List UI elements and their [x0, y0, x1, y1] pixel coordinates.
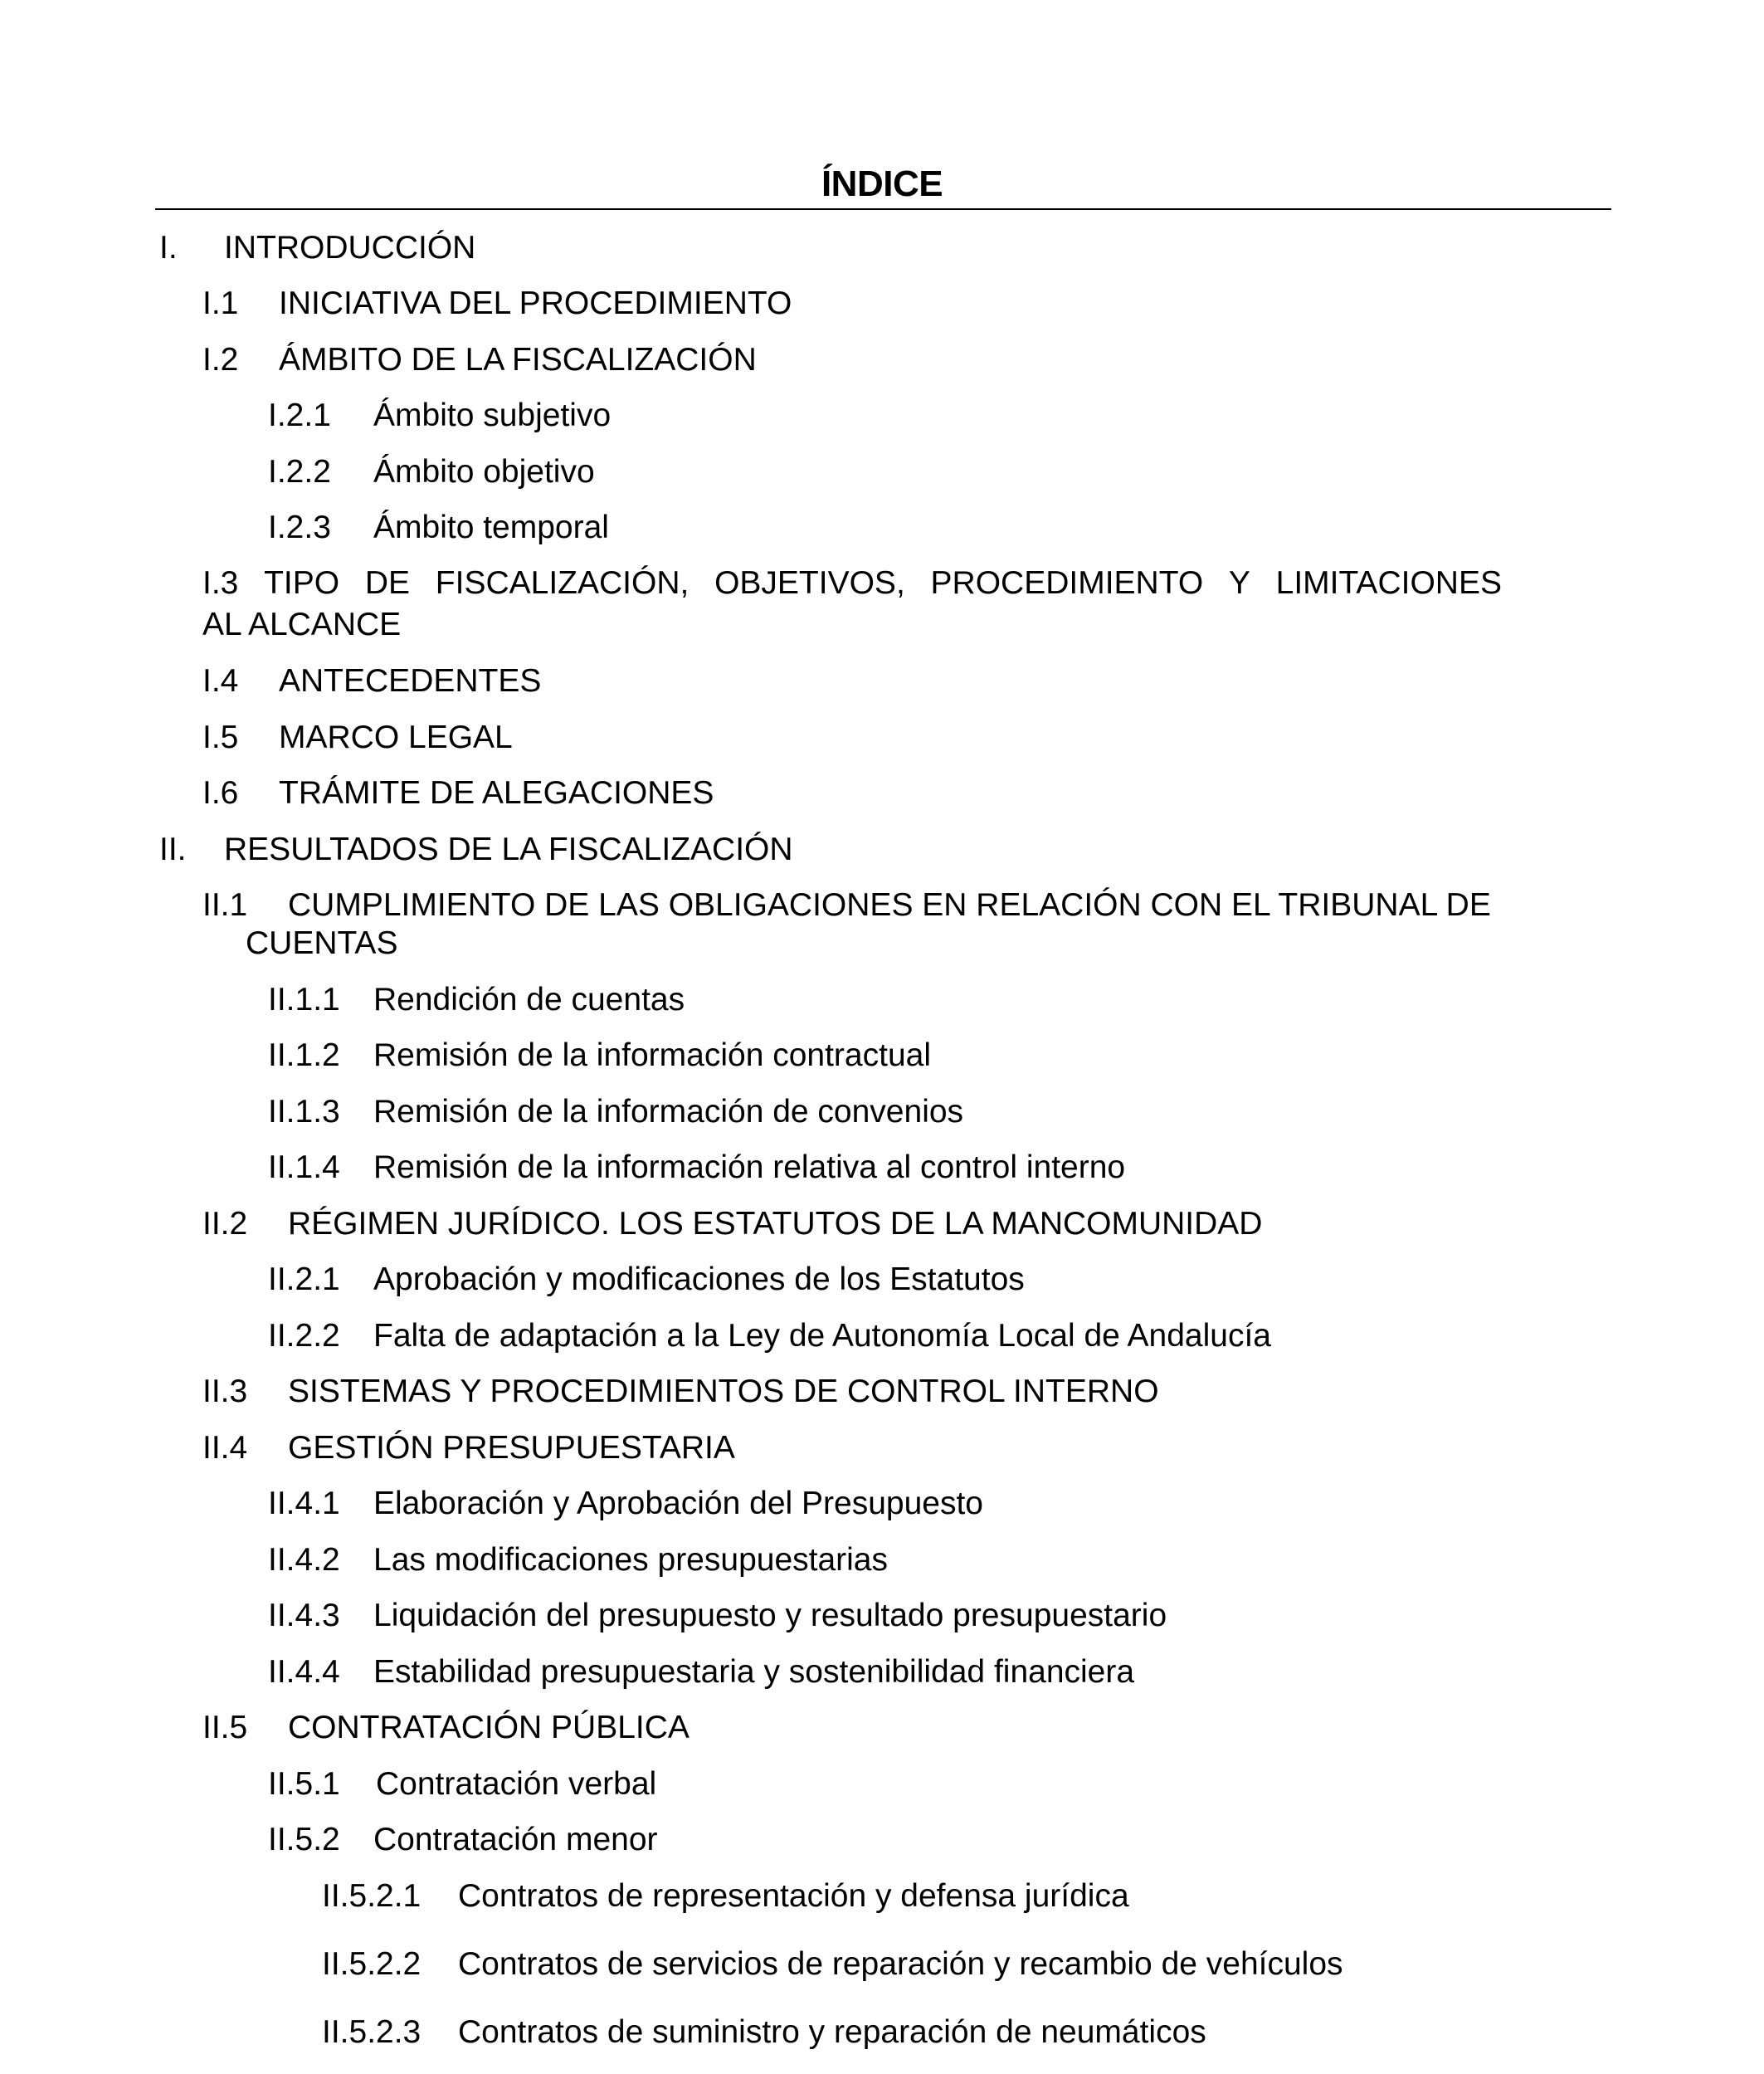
- toc-entry-continuation: AL ALCANCE: [202, 607, 402, 642]
- toc-entry-text: Contratación verbal: [376, 1766, 657, 1802]
- toc-entry-text: Ámbito temporal: [373, 510, 609, 545]
- toc-entry-number: II.3: [202, 1374, 248, 1409]
- toc-entry-text: Ámbito objetivo: [373, 454, 595, 490]
- toc-entry-text: SISTEMAS Y PROCEDIMIENTOS DE CONTROL INTERNO: [288, 1374, 1159, 1409]
- toc-entry-number: II.5.1: [268, 1766, 340, 1802]
- toc-entry-number: II.5.2.1: [322, 1878, 422, 1914]
- toc-entry-text: RÉGIMEN JURÍDICO. LOS ESTATUTOS DE LA MANCOMUNIDAD: [288, 1206, 1263, 1242]
- toc-entry-text: Aprobación y modificaciones de los Estatutos: [373, 1261, 1025, 1297]
- toc-entry-number: I.1: [202, 285, 239, 321]
- toc-entry-text: GESTIÓN PRESUPUESTARIA: [288, 1430, 735, 1466]
- toc-entry-number: II.: [159, 832, 187, 867]
- toc-entry-text: ÁMBITO DE LA FISCALIZACIÓN: [279, 342, 757, 378]
- toc-entry-number: I.2.3: [268, 510, 331, 545]
- toc-entry-number: II.4: [202, 1430, 248, 1466]
- toc-entry-word: DE: [364, 565, 411, 601]
- toc-entry-number: II.1.4: [268, 1149, 340, 1185]
- toc-entry-number: II.1.1: [268, 982, 340, 1017]
- toc-entry-text: Las modificaciones presupuestarias: [373, 1542, 889, 1578]
- toc-entry-number: II.4.1: [268, 1486, 340, 1521]
- toc-entry-text: Contratos de representación y defensa jurídica: [458, 1878, 1129, 1914]
- toc-entry-number: II.4.3: [268, 1598, 340, 1633]
- toc-entry-text: Remisión de la información de convenios: [373, 1094, 964, 1130]
- toc-entry-text: Falta de adaptación a la Ley de Autonomía Local de Andalucía: [373, 1318, 1271, 1354]
- toc-entry-number: II.4.2: [268, 1542, 340, 1578]
- toc-entry-text: ANTECEDENTES: [279, 663, 542, 699]
- toc-entry-text: Elaboración y Aprobación del Presupuesto: [373, 1486, 983, 1521]
- toc-entry-number: I.2: [202, 342, 239, 378]
- toc-entry-number: II.4.4: [268, 1654, 340, 1690]
- toc-entry-number: I.5: [202, 720, 239, 755]
- toc-entry-text: INICIATIVA DEL PROCEDIMIENTO: [279, 285, 792, 321]
- toc-entry-text: Rendición de cuentas: [373, 982, 685, 1017]
- toc-entry-number: II.1: [202, 887, 248, 923]
- toc-entry-text: Ámbito subjetivo: [373, 398, 612, 433]
- toc-entry-text: CUMPLIMIENTO DE LAS OBLIGACIONES EN RELACIÓN CON EL TRIBUNAL DE: [288, 887, 1491, 923]
- toc-entry-text: INTRODUCCIÓN: [224, 230, 476, 266]
- toc-entry-text: Contratos de servicios de reparación y recambio de vehículos: [458, 1946, 1343, 1982]
- toc-entry-number: II.2.1: [268, 1261, 340, 1297]
- toc-entry-word: FISCALIZACIÓN,: [435, 565, 690, 601]
- toc-entry-first-line: [202, 563, 1502, 604]
- toc-entry-text: Contratación menor: [373, 1822, 658, 1857]
- title-underline: [155, 208, 1611, 210]
- toc-entry-text: Estabilidad presupuestaria y sostenibilidad financiera: [373, 1654, 1135, 1690]
- toc-entry-number: II.5.2.2: [322, 1946, 422, 1982]
- toc-entry-text: RESULTADOS DE LA FISCALIZACIÓN: [224, 832, 793, 867]
- toc-entry-number: I.6: [202, 775, 239, 811]
- toc-entry-text: Remisión de la información contractual: [373, 1037, 931, 1073]
- toc-entry-text: Contratos de suministro y reparación de neumáticos: [458, 2014, 1206, 2050]
- toc-entry-word: TIPO: [264, 565, 340, 601]
- toc-entry-text: MARCO LEGAL: [279, 720, 513, 755]
- toc-entry-number: II.5.2: [268, 1822, 340, 1857]
- toc-entry-number: I.3: [202, 565, 239, 601]
- toc-entry-text: Liquidación del presupuesto y resultado presupuestario: [373, 1598, 1167, 1633]
- toc-entry-number: I.4: [202, 663, 239, 699]
- toc-entry-word: Y: [1228, 565, 1250, 601]
- toc-entry-word: PROCEDIMIENTO: [930, 565, 1204, 601]
- toc-entry-number: I.2.1: [268, 398, 331, 433]
- page-title: ÍNDICE: [821, 163, 943, 204]
- toc-entry-text: TRÁMITE DE ALEGACIONES: [279, 775, 714, 811]
- toc-entry-number: II.2: [202, 1206, 248, 1242]
- toc-entry-word: LIMITACIONES: [1275, 565, 1502, 601]
- toc-entry-number: II.5.2.3: [322, 2014, 422, 2050]
- toc-entry-continuation: CUENTAS: [246, 925, 398, 961]
- toc-entry-number: II.1.2: [268, 1037, 340, 1073]
- toc-entry-level2[interactable]: [202, 563, 1502, 646]
- toc-entry-number: II.1.3: [268, 1094, 340, 1130]
- toc-entry-number: II.5: [202, 1710, 248, 1745]
- toc-entry-text: Remisión de la información relativa al control interno: [373, 1149, 1126, 1185]
- toc-entry-word: OBJETIVOS,: [714, 565, 905, 601]
- toc-entry-number: I.: [159, 230, 178, 266]
- toc-entry-text: CONTRATACIÓN PÚBLICA: [288, 1710, 690, 1745]
- toc-entry-number: I.2.2: [268, 454, 331, 490]
- toc-entry-number: II.2.2: [268, 1318, 340, 1354]
